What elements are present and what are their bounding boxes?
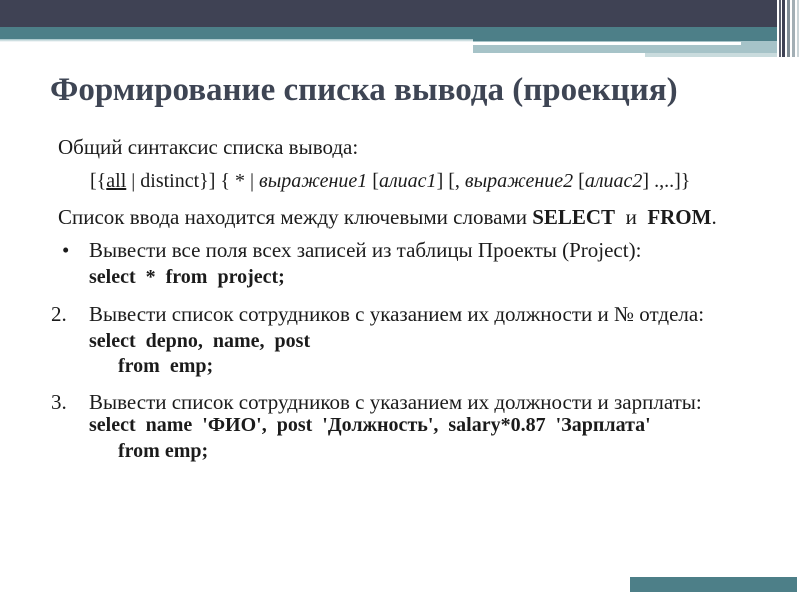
list-item-2-sql-code-line1: select depno, name, post: [89, 330, 311, 352]
select-from-text: Список ввода находится между ключевыми словами: [58, 205, 533, 229]
syntax-part: [: [367, 170, 379, 192]
select-from-text: и: [615, 205, 648, 229]
list-item-3-number: 3.: [51, 390, 67, 414]
select-from-text: .: [711, 205, 717, 229]
list-item-2-number: 2.: [51, 302, 67, 326]
syntax-part: | distinct}] { * |: [126, 170, 260, 192]
syntax-part: [{: [90, 170, 107, 192]
syntax-line: [90, 169, 690, 193]
list-item-1-text: Вывести все поля всех записей из таблицы Проекты (Project):: [89, 238, 642, 262]
header-white-line: [460, 42, 741, 45]
list-item-3-text: Вывести список сотрудников с указанием их должности и зарплаты:: [89, 390, 702, 414]
syntax-expression1: выражение1: [259, 170, 368, 192]
syntax-part: [: [573, 170, 585, 192]
pinstripe-3: [787, 0, 790, 57]
keyword-select: SELECT: [532, 205, 616, 229]
list-item-1-bullet-icon: •: [62, 238, 70, 262]
syntax-alias1: алиас1: [378, 170, 437, 192]
header-pinstripes: [779, 0, 800, 57]
header-slate-bar: [0, 0, 777, 27]
list-item-2-sql-code-line2: from emp;: [118, 355, 214, 377]
list-item-2-text: Вывести список сотрудников с указанием их должности и № отдела:: [89, 302, 705, 326]
header-fade-strip: [0, 39, 473, 42]
pinstripe-2: [782, 0, 785, 57]
syntax-alias2: алиас2: [584, 170, 643, 192]
list-item-1-sql-code: select * from project;: [89, 266, 285, 288]
syntax-expression2: выражение2: [464, 170, 574, 192]
list-item-3-sql-code-line2: from emp;: [118, 440, 209, 462]
footer-teal-bar: [630, 577, 797, 592]
header-teal-bar: [0, 27, 777, 39]
syntax-part: ] [,: [436, 170, 465, 192]
pinstripe-5: [797, 0, 799, 57]
pinstripe-1: [779, 0, 781, 57]
list-item-3-sql-code-line1: select name 'ФИО', post 'Должность', salary*0.87 'Зарплата': [89, 414, 651, 436]
syntax-part: ] .,..]}: [642, 170, 691, 192]
slide-title: Формирование списка вывода (проекция): [50, 72, 678, 108]
pinstripe-4: [792, 0, 795, 57]
select-from-line: [58, 205, 717, 230]
keyword-from: FROM: [647, 205, 712, 229]
syntax-keyword-all: all: [106, 170, 127, 192]
intro-line: Общий синтаксис списка вывода:: [58, 135, 359, 159]
header-light-teal-strip: [645, 53, 777, 57]
